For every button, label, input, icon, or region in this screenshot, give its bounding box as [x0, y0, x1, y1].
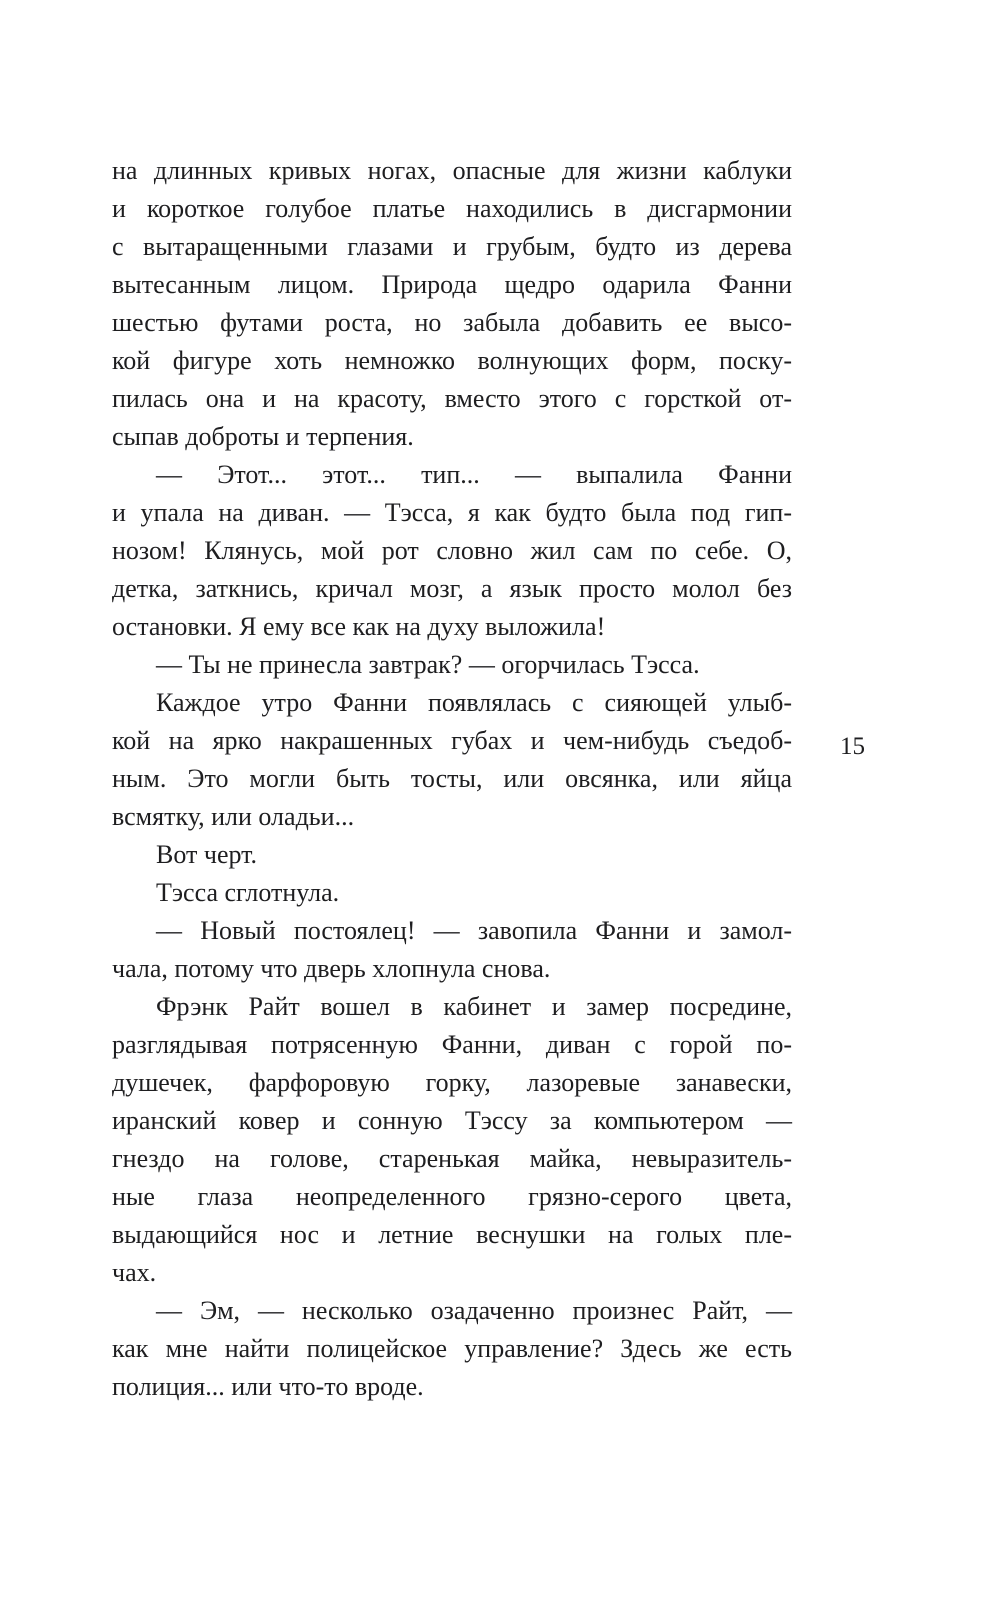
text-line: — Этот... этот... тип... — выпалила Фанни: [156, 460, 792, 489]
page-text: [112, 152, 792, 1406]
paragraph: [112, 912, 792, 988]
text-line: — Ты не принесла завтрак? — огорчилась Тэсса.: [156, 650, 700, 679]
text-line: иранский ковер и сонную Тэссу за компьютером —: [112, 1106, 792, 1135]
text-line: — Новый постоялец! — завопила Фанни и замол-: [156, 916, 792, 945]
paragraph: [112, 684, 792, 836]
text-line: нозом! Клянусь, мой рот словно жил сам по себе. О,: [112, 536, 792, 565]
paragraph: [112, 1292, 792, 1406]
paragraph: [112, 836, 792, 874]
text-line: детка, заткнись, кричал мозг, а язык просто молол без: [112, 574, 792, 603]
page-number: 15: [840, 733, 865, 760]
text-line: ным. Это могли быть тосты, или овсянка, или яйца: [112, 764, 792, 793]
text-line: сыпав доброты и терпения.: [112, 422, 414, 451]
text-line: Каждое утро Фанни появлялась с сияющей улыб-: [156, 688, 792, 717]
text-line: остановки. Я ему все как на духу выложила!: [112, 612, 606, 641]
text-line: разглядывая потрясенную Фанни, диван с горой по-: [112, 1030, 792, 1059]
text-line: выдающийся нос и летние веснушки на голых пле-: [112, 1220, 792, 1249]
text-line: с вытаращенными глазами и грубым, будто из дерева: [112, 232, 792, 261]
text-line: и короткое голубое платье находились в дисгармонии: [112, 194, 792, 223]
text-line: как мне найти полицейское управление? Здесь же есть: [112, 1334, 792, 1363]
paragraph: [112, 988, 792, 1292]
text-line: чах.: [112, 1258, 157, 1287]
text-line: шестью футами роста, но забыла добавить ее высо-: [112, 308, 792, 337]
text-line: Тэсса сглотнула.: [156, 878, 340, 907]
text-line: и упала на диван. — Тэсса, я как будто была под гип-: [112, 498, 792, 527]
text-line: Вот черт.: [156, 840, 258, 869]
text-line: на длинных кривых ногах, опасные для жизни каблуки: [112, 156, 792, 185]
text-line: кой на ярко накрашенных губах и чем-нибудь съедоб-: [112, 726, 792, 755]
paragraph: [112, 456, 792, 646]
text-line: всмятку, или оладьи...: [112, 802, 355, 831]
text-line: ные глаза неопределенного грязно-серого цвета,: [112, 1182, 792, 1211]
text-line: пилась она и на красоту, вместо этого с горсткой от-: [112, 384, 792, 413]
text-line: кой фигуре хоть немножко волнующих форм, поску-: [112, 346, 792, 375]
paragraph: [112, 152, 792, 456]
text-line: гнездо на голове, старенькая майка, невыразитель-: [112, 1144, 792, 1173]
text-line: душечек, фарфоровую горку, лазоревые занавески,: [112, 1068, 792, 1097]
text-line: вытесанным лицом. Природа щедро одарила Фанни: [112, 270, 792, 299]
text-line: Фрэнк Райт вошел в кабинет и замер посредине,: [156, 992, 792, 1021]
text-line: — Эм, — несколько озадаченно произнес Райт, —: [156, 1296, 792, 1325]
paragraph: [112, 646, 792, 684]
text-line: полиция... или что-то вроде.: [112, 1372, 424, 1401]
text-line: чала, потому что дверь хлопнула снова.: [112, 954, 551, 983]
paragraph: [112, 874, 792, 912]
